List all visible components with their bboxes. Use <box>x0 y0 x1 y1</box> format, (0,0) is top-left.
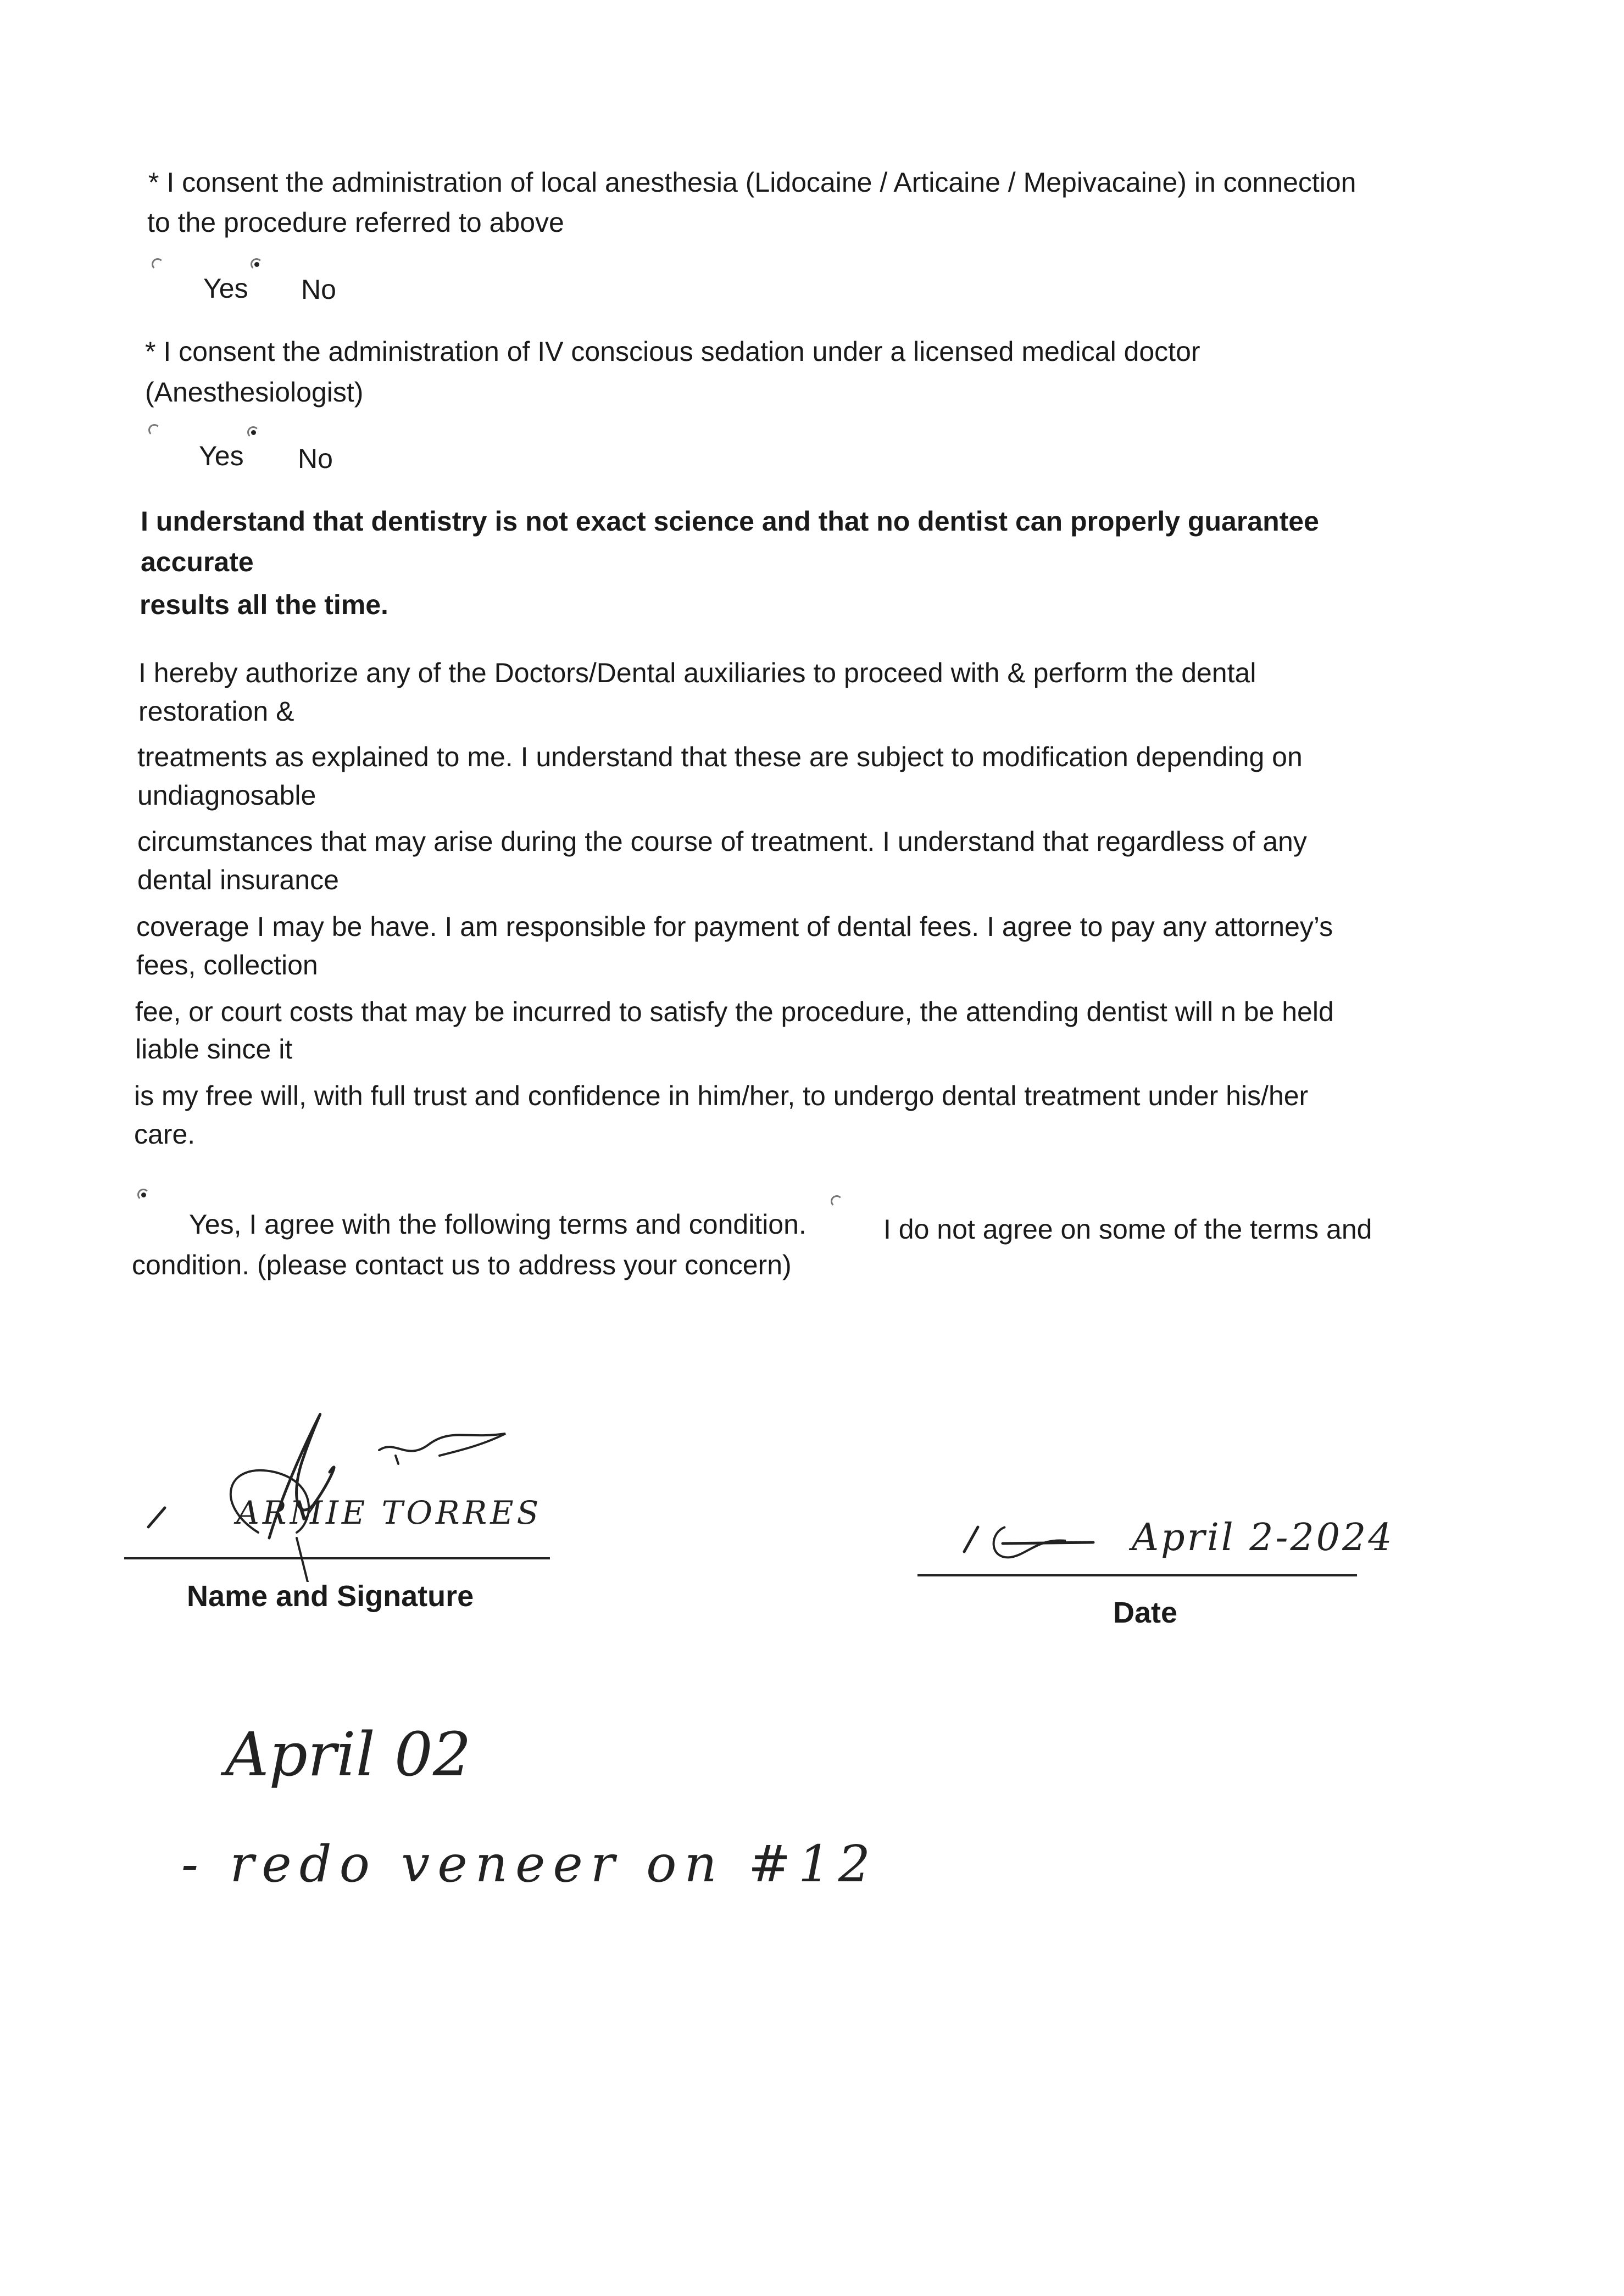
name-signature-label: Name and Signature <box>187 1580 474 1613</box>
authorization-line: care. <box>134 1119 196 1150</box>
authorization-line: liable since it <box>135 1034 293 1065</box>
disagree-label-line1: I do not agree on some of the terms and <box>883 1214 1372 1245</box>
disagree-radio[interactable] <box>831 1195 843 1207</box>
handwritten-note-text: - redo veneer on #12 <box>181 1835 878 1893</box>
iv-sedation-yes-label: Yes <box>199 441 244 471</box>
disclaimer-line: accurate <box>141 547 254 577</box>
authorization-line: circumstances that may arise during the course of treatment. I understand that regardless of any <box>137 826 1307 857</box>
handwritten-date: April 2-2024 <box>1132 1516 1394 1559</box>
local-anesthesia-question-line1: * I consent the administration of local anesthesia (Lidocaine / Articaine / Mepivacaine) in connection <box>148 167 1356 198</box>
agree-label: Yes, I agree with the following terms and condition. <box>189 1209 807 1240</box>
iv-sedation-question-line2: (Anesthesiologist) <box>145 377 364 408</box>
authorization-line: fee, or court costs that may be incurred to satisfy the procedure, the attending dentist will n be held <box>135 996 1334 1027</box>
authorization-line: fees, collection <box>136 950 318 980</box>
signature-scribble-icon <box>132 1395 560 1582</box>
iv-sedation-question-line1: * I consent the administration of IV conscious sedation under a licensed medical doctor <box>145 336 1200 367</box>
local-anesthesia-question-line2: to the procedure referred to above <box>147 207 564 238</box>
handwritten-name: ARMIE TORRES <box>236 1494 542 1531</box>
authorization-line: undiagnosable <box>137 780 316 811</box>
authorization-line: coverage I may be have. I am responsible for payment of dental fees. I agree to pay any attorney’s <box>136 911 1333 942</box>
local-anesthesia-yes-label: Yes <box>203 273 248 304</box>
date-label: Date <box>1113 1596 1178 1629</box>
name-signature-line <box>124 1557 550 1559</box>
authorization-line: dental insurance <box>137 865 339 895</box>
authorization-line: treatments as explained to me. I understand that these are subject to modification depending on <box>137 742 1303 772</box>
iv-sedation-no-label: No <box>298 443 333 474</box>
handwritten-note-date: April 02 <box>225 1719 471 1790</box>
date-line <box>917 1574 1357 1576</box>
agree-radio[interactable] <box>137 1189 149 1201</box>
iv-sedation-no-radio[interactable] <box>247 426 259 438</box>
disagree-label-line2: condition. (please contact us to address your concern) <box>132 1250 792 1280</box>
local-anesthesia-no-radio[interactable] <box>251 258 263 270</box>
iv-sedation-yes-radio[interactable] <box>148 424 160 436</box>
authorization-line: restoration & <box>138 696 294 727</box>
disclaimer-line: results all the time. <box>140 589 388 620</box>
authorization-line: is my free will, with full trust and confidence in him/her, to undergo dental treatment under his/her <box>134 1080 1309 1111</box>
local-anesthesia-yes-radio[interactable] <box>152 258 164 270</box>
disclaimer-line: I understand that dentistry is not exact science and that no dentist can properly guarantee <box>141 506 1319 537</box>
authorization-line: I hereby authorize any of the Doctors/Dental auxiliaries to proceed with & perform the dental <box>138 657 1256 688</box>
struck-out-scribble-icon <box>956 1511 1121 1576</box>
local-anesthesia-no-label: No <box>301 274 336 305</box>
